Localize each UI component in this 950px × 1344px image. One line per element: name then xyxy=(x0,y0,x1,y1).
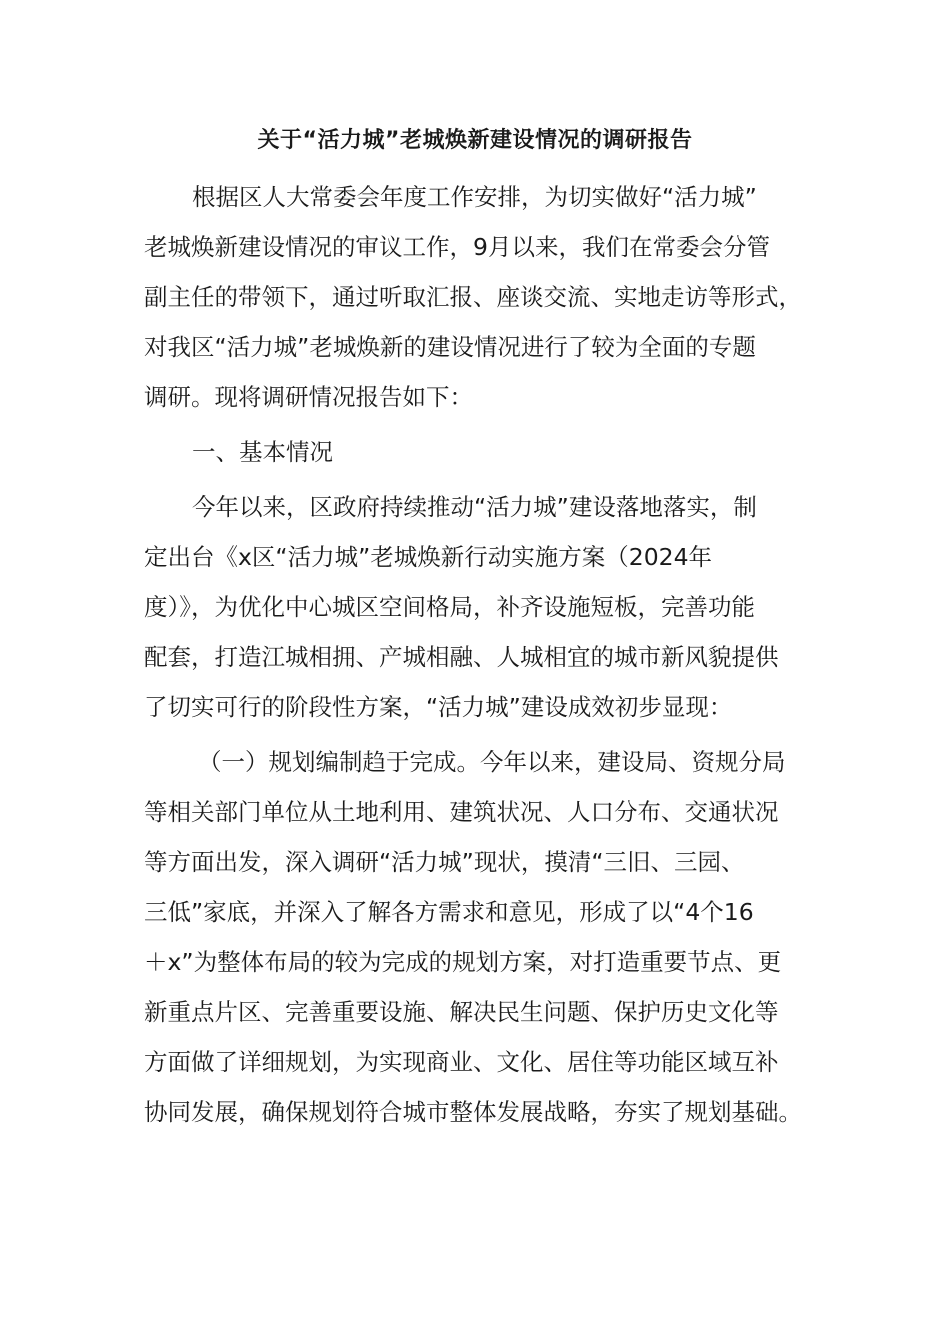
paragraph-line: 今年以来，区政府持续推动“活力城”建设落地落实，制 xyxy=(192,493,757,521)
paragraph-line: 调研。现将调研情况报告如下： xyxy=(144,383,473,411)
paragraph-line: （一）规划编制趋于完成。今年以来，建设局、资规分局 xyxy=(198,748,786,776)
paragraph-line: 根据区人大常委会年度工作安排，为切实做好“活力城” xyxy=(192,183,757,211)
paragraph-line: 方面做了详细规划，为实现商业、文化、居住等功能区域互补 xyxy=(144,1048,779,1076)
paragraph-line: 协同发展，确保规划符合城市整体发展战略，夯实了规划基础。 xyxy=(144,1098,802,1126)
paragraph-line: 新重点片区、完善重要设施、解决民生问题、保护历史文化等 xyxy=(144,998,779,1026)
paragraph-line: 配套，打造江城相拥、产城相融、人城相宜的城市新风貌提供 xyxy=(144,643,779,671)
document-title: 关于“活力城”老城焕新建设情况的调研报告 xyxy=(257,128,693,153)
paragraph-line: 等方面出发，深入调研“活力城”现状，摸清“三旧、三园、 xyxy=(144,848,745,876)
paragraph-line: 副主任的带领下，通过听取汇报、座谈交流、实地走访等形式， xyxy=(144,283,802,311)
paragraph-line: ＋x”为整体布局的较为完成的规划方案，对打造重要节点、更 xyxy=(144,948,782,976)
paragraph-line: 度）》，为优化中心城区空间格局，补齐设施短板，完善功能 xyxy=(144,593,755,621)
paragraph-line: 定出台《x区“活力城”老城焕新行动实施方案（2024年 xyxy=(144,543,713,571)
paragraph-line: 等相关部门单位从土地利用、建筑状况、人口分布、交通状况 xyxy=(144,798,779,826)
paragraph-line: 三低”家底，并深入了解各方需求和意见，形成了以“4个16 xyxy=(144,898,754,926)
paragraph-line: 对我区“活力城”老城焕新的建设情况进行了较为全面的专题 xyxy=(144,333,756,361)
paragraph-line: 了切实可行的阶段性方案，“活力城”建设成效初步显现： xyxy=(144,693,733,721)
section-heading: 一、基本情况 xyxy=(192,438,333,466)
paragraph-line: 老城焕新建设情况的审议工作，9月以来，我们在常委会分管 xyxy=(144,233,770,261)
